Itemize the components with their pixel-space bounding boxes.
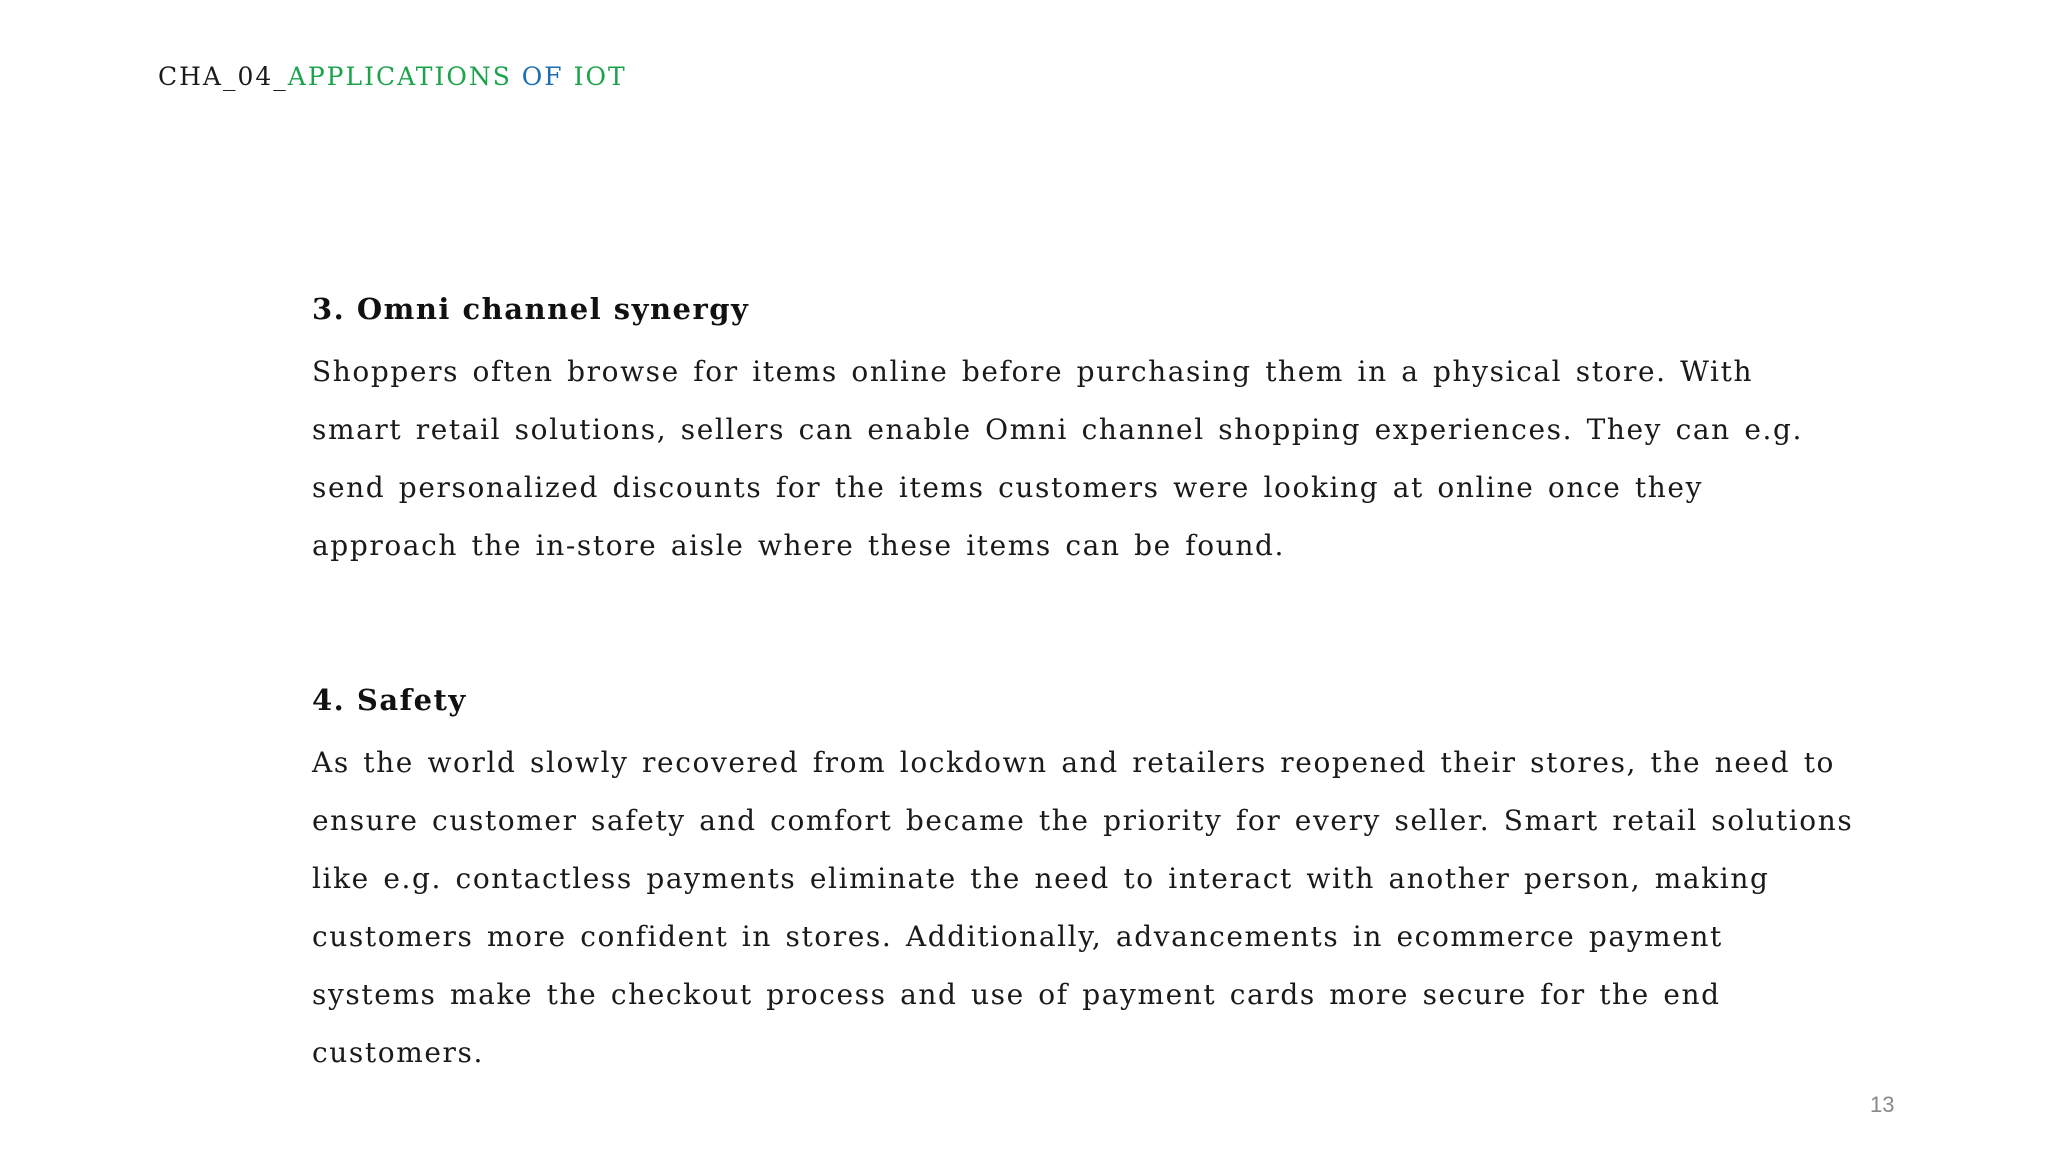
body-line: ensure customer safety and comfort became the priority for every seller. Smart retail solutions [312, 804, 1854, 837]
chapter-word-of: OF [521, 62, 564, 91]
section-omni-channel [312, 284, 1912, 575]
slide-content [312, 284, 1912, 1082]
body-line: approach the in-store aisle where these items can be found. [312, 529, 1286, 562]
body-line: customers. [312, 1036, 484, 1069]
section-title: 3. Omni channel synergy [312, 292, 750, 326]
section-title: 4. Safety [312, 683, 467, 717]
body-line: As the world slowly recovered from lockdown and retailers reopened their stores, the need to [312, 746, 1835, 779]
chapter-word-applications: APPLICATIONS [287, 62, 512, 91]
chapter-prefix: CHA_04_ [158, 62, 288, 91]
section-body [312, 734, 1912, 1082]
section-body [312, 343, 1912, 575]
body-line: customers more confident in stores. Additionally, advancements in ecommerce payment [312, 920, 1723, 953]
body-line: send personalized discounts for the items customers were looking at online once they [312, 471, 1703, 504]
chapter-header [158, 62, 627, 91]
chapter-word-iot: IOT [573, 62, 627, 91]
section-safety [312, 675, 1912, 1082]
body-line: systems make the checkout process and use of payment cards more secure for the end [312, 978, 1721, 1011]
body-line: Shoppers often browse for items online before purchasing them in a physical store. With [312, 355, 1754, 388]
body-line: like e.g. contactless payments eliminate the need to interact with another person, making [312, 862, 1770, 895]
body-line: smart retail solutions, sellers can enable Omni channel shopping experiences. They can e.g. [312, 413, 1804, 446]
page-number: 13 [1870, 1092, 1895, 1117]
